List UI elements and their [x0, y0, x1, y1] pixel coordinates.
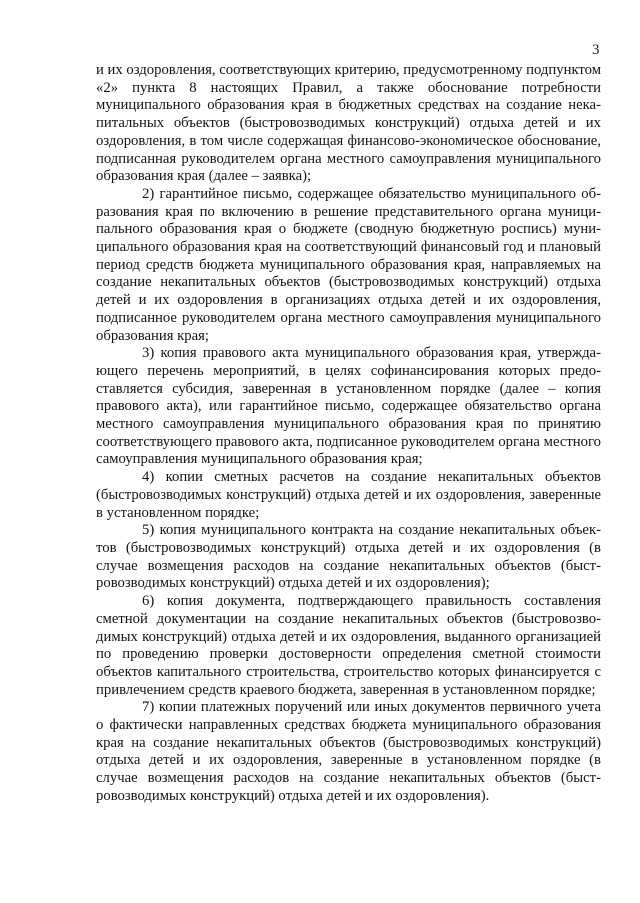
paragraph-item-4: 4) копии сметных расчетов на создание некапитальных объектов (быстровозводимых конструкций) отдыха детей и их оздоровления, заверенные в установленном порядке; — [96, 469, 601, 521]
paragraph-item-7: 7) копии платежных поручений или иных документов первичного учета о фактически направленных средствах бюджета муниципального образования края на создание некапитальных объектов (быстровозводимых конструкций) отдыха детей и их оздоровления, заверенные в установленном порядке (в случае возмещения расходов на создание некапитальных объектов (быстровозводимых конструкций) отдыха детей и их оздоровления). — [96, 699, 601, 804]
paragraph-continuation: и их оздоровления, соответствующих критерию, предусмотренному подпунктом «2» пункта 8 настоящих Правил, а также обоснование потребности муниципального образования края в бюджетных средствах на создание некапитальных объектов (быстровозводимых конструкций) отдыха детей и их оздоровления, в том числе содержащая финансово-экономическое обоснование, подписанная руководителем органа местного самоуправления муниципального образования края (далее – заявка); — [96, 62, 601, 185]
page-number: 3 — [592, 42, 600, 58]
paragraph-item-5: 5) копия муниципального контракта на создание некапитальных объектов (быстровозводимых конструкций) отдыха детей и их оздоровления (в случае возмещения расходов на создание некапитальных объектов (быстровозводимых конструкций) отдыха детей и их оздоровления); — [96, 522, 601, 592]
paragraph-item-2: 2) гарантийное письмо, содержащее обязательство муниципального образования края по включению в решение представительного органа муниципального образования края о бюджете (сводную бюджетную роспись) муниципального образования края на соответствующий финансовый год и плановый период средств бюджета муниципального образования края, направляемых на создание некапитальных объектов (быстровозводимых конструкций) отдыха детей и их оздоровления в организациях отдыха детей и их оздоровления, подписанное руководителем органа местного самоуправления муниципального образования края; — [96, 185, 601, 344]
paragraph-item-3: 3) копия правового акта муниципального образования края, утверждающего перечень мероприятий, в целях софинансирования которых предоставляется субсидия, заверенная в установленном порядке (далее – копия правового акта), или гарантийное письмо, содержащее обязательство органа местного самоуправления муниципального образования края по принятию соответствующего правового акта, подписанное руководителем органа местного самоуправления муниципального образования края; — [96, 345, 601, 468]
document-body — [96, 62, 601, 806]
paragraph-item-6: 6) копия документа, подтверждающего правильность составления сметной документации на создание некапитальных объектов (быстровозводимых конструкций) отдыха детей и их оздоровления, выданного организацией по проведению проверки достоверности определения сметной стоимости объектов капитального строительства, строительство которых финансируется с привлечением средств краевого бюджета, заверенная в установленном порядке; — [96, 593, 601, 698]
